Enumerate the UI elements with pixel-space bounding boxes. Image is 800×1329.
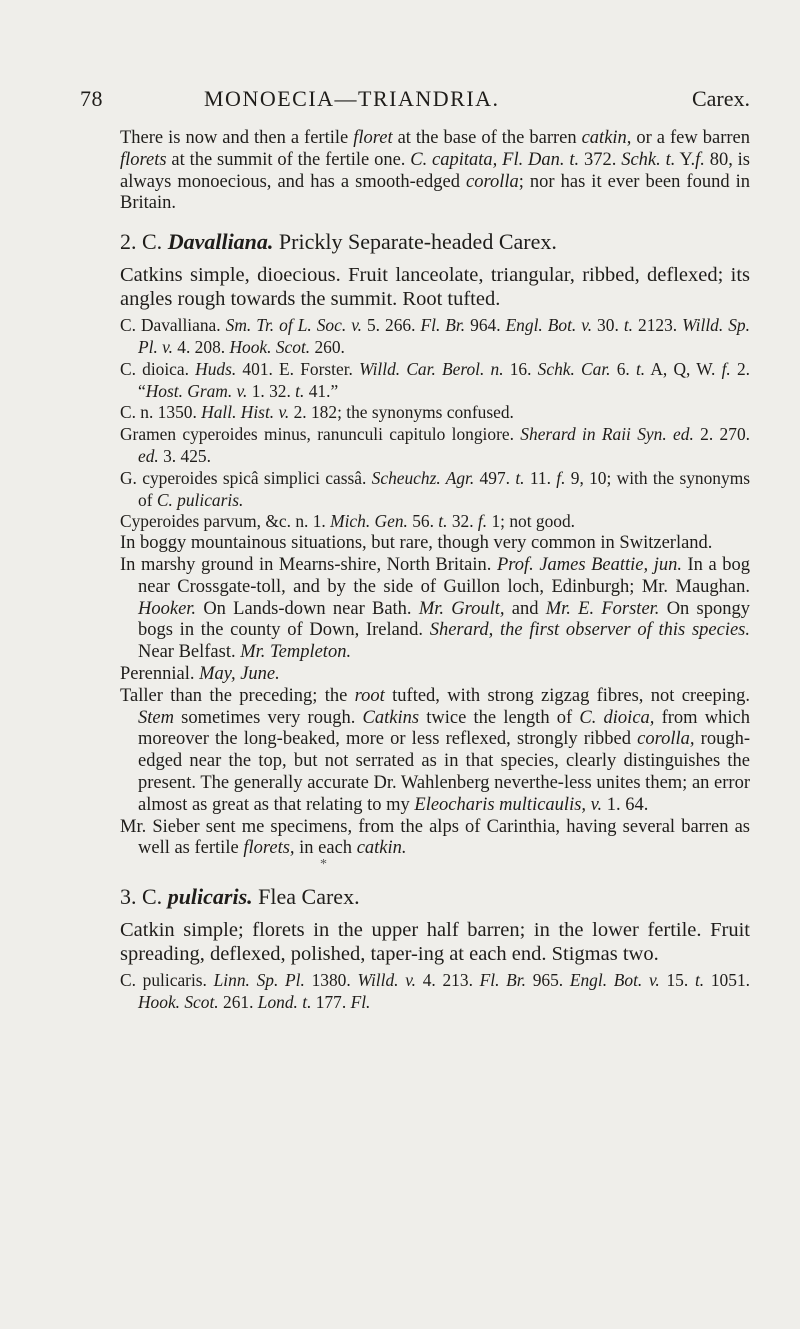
text-run: tufted, with strong zigzag fibres, not creeping. (384, 685, 751, 706)
text-run: 1. 64. (602, 794, 649, 815)
italic-text: f. (721, 358, 731, 379)
text-run: 41.” (304, 380, 339, 401)
italic-text: Host. Gram. v. (145, 380, 248, 401)
italic-text: Hooker. (138, 598, 197, 619)
italic-text: t. (515, 467, 525, 488)
text-run: 1051. (704, 970, 750, 991)
italic-text: t. (694, 970, 705, 991)
species-genus-abbr: C. (142, 884, 163, 910)
genus-heading: Carex. (691, 86, 750, 111)
text-run: 2123. (633, 315, 683, 336)
italic-text: Scheuchz. Agr. (371, 467, 475, 488)
text-run: Taller than the preceding; the (120, 685, 355, 706)
species-common-name: Prickly Separate-headed Carex. (278, 229, 557, 255)
text-run: 177. (311, 991, 351, 1012)
species-name: pulicaris. (167, 884, 253, 910)
habitat-paragraph (120, 533, 750, 555)
text-run: 372. (579, 149, 622, 170)
species-name: Davalliana. (167, 229, 274, 255)
italic-text: Catkins (362, 707, 420, 728)
italic-text: Huds. (195, 358, 237, 379)
text-run: On spongy bogs in the county of Down, Ireland. (138, 598, 750, 641)
italic-text: Schk. t. (621, 149, 676, 170)
italic-text: florets (120, 149, 167, 170)
italic-text: Willd. Car. Berol. n. (359, 358, 504, 379)
text-run: 9, 10; with the synonyms of (138, 467, 750, 510)
text-run: at the base of the barren (392, 128, 582, 148)
italic-text: Mr. Groult, (418, 598, 505, 619)
text-run: 15. (659, 970, 695, 991)
italic-text: Sherard, the first observer of this species. (429, 620, 750, 641)
habitat-paragraph (120, 555, 750, 664)
text-run: Gramen cyperoides minus, ranunculi capitulo longiore. (120, 424, 521, 445)
italic-text: Sm. Tr. of L. Soc. v. (225, 315, 362, 336)
text-run: 30. (592, 315, 624, 336)
reference-line (120, 402, 750, 424)
italic-text: t. (438, 511, 448, 532)
species-entry-pulicaris (120, 882, 750, 1014)
italic-text: Mr. E. Forster. (545, 598, 660, 619)
text-run: 497. (474, 467, 516, 488)
text-run: 5. 266. (361, 315, 421, 336)
text-run: 260. (310, 336, 345, 357)
species-genus-abbr: C. (142, 229, 163, 255)
description-paragraph (120, 817, 750, 861)
text-run: 1; not good. (487, 511, 576, 532)
printer-mark-icon: * (320, 857, 327, 873)
text-run: G. cyperoides spicâ simplici cassâ. (120, 467, 372, 488)
text-run: 4. 213. (416, 970, 480, 991)
text-run: Near Belfast. (138, 642, 241, 663)
running-header (80, 86, 750, 120)
text-run: C. n. 1350. (120, 402, 202, 423)
species-number: 2. (120, 229, 137, 255)
text-run: In marshy ground in Mearns-shire, North Britain. (120, 554, 497, 575)
italic-text: Fl. (350, 991, 371, 1012)
italic-text: Mich. Gen. (330, 511, 408, 532)
italic-text: C. capitata, Fl. Dan. t. (410, 149, 580, 170)
reference-line (120, 315, 750, 359)
text-run: 80, is always monoecious, and has a smooth-edged (120, 149, 750, 192)
text-run: twice the length of (419, 707, 580, 728)
italic-text: corolla (465, 171, 519, 192)
italic-text: t. (635, 358, 646, 379)
text-run: There is now and then a fertile (120, 128, 354, 148)
italic-text: Engl. Bot. v. (569, 970, 660, 991)
italic-text: Hook. Scot. (229, 336, 311, 357)
text-run: Cyperoides parvum, &c. n. 1. (120, 511, 331, 532)
species-common-name: Flea Carex. (258, 884, 360, 910)
italic-text: f. (477, 511, 488, 532)
reference-line (120, 359, 750, 403)
italic-text: Lond. t. (257, 991, 312, 1012)
species-entry-davalliana (120, 227, 751, 873)
italic-text: Eleocharis multicaulis, v. (414, 794, 603, 815)
italic-text: Prof. James Beattie, jun. (496, 554, 682, 575)
page-number: 78 (80, 86, 103, 111)
italic-text: Willd. Sp. Pl. v. (138, 315, 750, 357)
text-run: Perennial. (120, 663, 200, 684)
text-run: 1380. (304, 970, 358, 991)
italic-text: f. (556, 467, 566, 488)
text-run: Y. (675, 149, 696, 170)
italic-text: florets, (243, 838, 295, 859)
text-run: 6. (610, 358, 636, 379)
italic-text: Engl. Bot. v. (505, 315, 593, 336)
text-run: C. dioica. (120, 358, 196, 379)
text-run: 2. 270. (693, 424, 750, 445)
text-run: 3. 425. (158, 445, 211, 466)
italic-text: ed. (138, 445, 159, 466)
italic-text: Stem (138, 707, 174, 728)
species-heading (120, 882, 750, 912)
text-run: 965. (525, 970, 570, 991)
text-run: , or a few barren (626, 128, 750, 148)
italic-text: root (354, 685, 385, 706)
text-run: sometimes very rough. (173, 707, 363, 728)
italic-text: Hall. Hist. v. (201, 402, 290, 423)
italic-text: t. (623, 315, 633, 336)
page-body (120, 128, 750, 1014)
italic-text: May, June. (199, 663, 280, 684)
text-run: 16. (503, 358, 538, 379)
species-number: 3. (120, 884, 137, 910)
text-run: 2. “ (138, 358, 750, 401)
text-run: 2. 182; the synonyms confused. (289, 402, 514, 423)
text-run: at the summit of the fertile one. (166, 149, 411, 170)
text-run: C. Davalliana. (120, 315, 226, 336)
text-run: In a bog near Crossgate-toll, and by the side of Guillon loch, Edinburgh; Mr. Maughan. (138, 554, 751, 597)
text-run: and (504, 598, 546, 619)
italic-text: Fl. Br. (420, 315, 466, 336)
text-run: 1. 32. (247, 380, 296, 401)
text-run: 4. 208. (172, 336, 230, 357)
description-paragraph (120, 686, 750, 817)
italic-text: Linn. Sp. Pl. (213, 970, 305, 991)
text-run: On Lands-down near Bath. (196, 598, 419, 619)
text-run: rough-edged near the top, but not serrated as in that species, clearly distinguishes the present. The generally accurate Dr. Wahlenberg neverthe-less unites them; an error almost as great as that relating to my (138, 729, 750, 815)
italic-text: Sherard in Raii Syn. ed. (520, 424, 694, 445)
species-character: Catkin simple; florets in the upper half barren; in the lower fertile. Fruit spreading, deflexed, polished, taper-ing at each end. Stigmas two. (120, 919, 750, 966)
text-run: 32. (447, 511, 478, 532)
italic-text: corolla, (637, 729, 695, 750)
italic-text: Willd. v. (357, 970, 416, 991)
italic-text: C. pulicaris. (156, 489, 244, 510)
species-heading (120, 227, 750, 257)
italic-text: C. dioica, (579, 707, 655, 728)
italic-text: t. (295, 380, 305, 401)
italic-text: catkin. (356, 838, 407, 859)
italic-text: Hook. Scot. (138, 991, 219, 1012)
italic-text: Fl. Br. (479, 970, 526, 991)
text-run: A, Q, W. (645, 358, 722, 379)
reference-line (120, 424, 750, 468)
intro-paragraph (120, 128, 750, 215)
italic-text: Mr. Templeton. (240, 642, 352, 663)
text-run: from which moreover the long-beaked, more or less reflexed, strongly ribbed (138, 707, 750, 750)
text-run: 964. (465, 315, 506, 336)
text-run: Mr. Sieber sent me specimens, from the alps of Carinthia, having several barren as well as fertile (120, 816, 750, 859)
italic-text: f. (695, 149, 705, 170)
text-run: ; nor has it ever been found in Britain. (120, 171, 751, 214)
text-run: 56. (407, 511, 439, 532)
text-run: In boggy mountainous situations, but rare, though very common in Switzerland. (120, 533, 713, 554)
italic-text: catkin (581, 128, 627, 148)
reference-line (120, 970, 750, 1014)
text-run: in each (294, 838, 357, 859)
running-title: MONOECIA—TRIANDRIA. (204, 86, 500, 111)
reference-line (120, 511, 750, 533)
text-run: C. pulicaris. (120, 970, 214, 991)
text-run: 401. E. Forster. (236, 358, 360, 379)
text-run: 11. (524, 467, 557, 488)
species-character: Catkins simple, dioecious. Fruit lanceolate, triangular, ribbed, deflexed; its angles rough towards the summit. Root tufted. (120, 264, 750, 311)
duration-line (120, 664, 750, 686)
reference-line (120, 468, 750, 512)
italic-text: floret (353, 128, 393, 148)
text-run: 261. (218, 991, 258, 1012)
italic-text: Schk. Car. (537, 358, 611, 379)
